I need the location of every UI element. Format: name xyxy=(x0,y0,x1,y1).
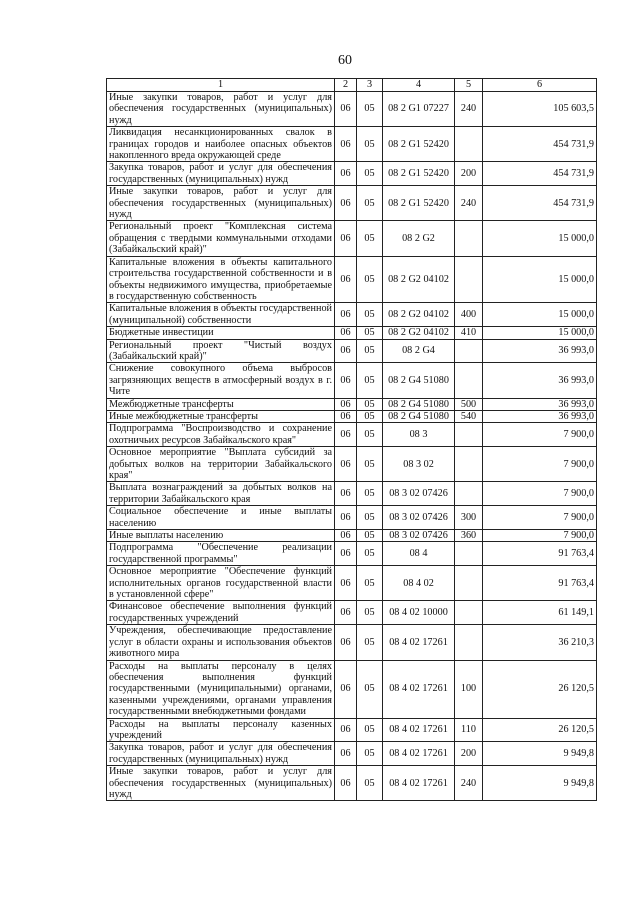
row-type-cell: 240 xyxy=(455,186,483,221)
row-type-cell: 540 xyxy=(455,410,483,422)
row-name-cell: Финансовое обеспечение выполнения функций государственных учреждений xyxy=(107,601,335,625)
row-c3-cell: 05 xyxy=(357,742,383,766)
row-code-cell: 08 2 G4 51080 xyxy=(383,398,455,410)
table-row xyxy=(107,566,597,601)
budget-table xyxy=(106,78,597,801)
row-code-cell: 08 2 G2 04102 xyxy=(383,327,455,339)
table-row xyxy=(107,303,597,327)
header-col-5: 5 xyxy=(455,79,483,92)
table-row xyxy=(107,127,597,162)
header-col-1: 1 xyxy=(107,79,335,92)
row-c3-cell: 05 xyxy=(357,256,383,303)
table-row xyxy=(107,186,597,221)
row-name-cell: Закупка товаров, работ и услуг для обеспечения государственных (муниципальных) нужд xyxy=(107,742,335,766)
row-type-cell xyxy=(455,542,483,566)
row-type-cell xyxy=(455,221,483,256)
table-header xyxy=(107,79,597,92)
table-row xyxy=(107,363,597,398)
row-amount-cell: 36 210,3 xyxy=(483,625,597,660)
row-c2-cell: 06 xyxy=(335,542,357,566)
row-name-cell: Социальное обеспечение и иные выплаты населению xyxy=(107,506,335,530)
row-code-cell: 08 2 G1 52420 xyxy=(383,162,455,186)
row-c2-cell: 06 xyxy=(335,221,357,256)
row-code-cell: 08 3 02 07426 xyxy=(383,530,455,542)
row-name-cell: Выплата вознаграждений за добытых волков на территории Забайкальского края xyxy=(107,482,335,506)
row-amount-cell: 36 993,0 xyxy=(483,339,597,363)
row-c3-cell: 05 xyxy=(357,327,383,339)
row-c3-cell: 05 xyxy=(357,92,383,127)
row-c3-cell: 05 xyxy=(357,363,383,398)
row-name-cell: Ликвидация несанкционированных свалок в границах городов и наиболее опасных объектов накопленного вреда окружающей среде xyxy=(107,127,335,162)
row-type-cell: 300 xyxy=(455,506,483,530)
table-row xyxy=(107,506,597,530)
row-amount-cell: 7 900,0 xyxy=(483,482,597,506)
row-type-cell xyxy=(455,363,483,398)
row-c3-cell: 05 xyxy=(357,566,383,601)
row-c2-cell: 06 xyxy=(335,186,357,221)
row-code-cell: 08 3 02 07426 xyxy=(383,506,455,530)
table-row xyxy=(107,256,597,303)
row-c3-cell: 05 xyxy=(357,482,383,506)
row-amount-cell: 454 731,9 xyxy=(483,162,597,186)
row-c2-cell: 06 xyxy=(335,256,357,303)
row-amount-cell: 26 120,5 xyxy=(483,718,597,742)
table-row xyxy=(107,92,597,127)
row-code-cell: 08 2 G1 52420 xyxy=(383,127,455,162)
row-code-cell: 08 2 G2 xyxy=(383,221,455,256)
row-c2-cell: 06 xyxy=(335,363,357,398)
row-c2-cell: 06 xyxy=(335,398,357,410)
row-code-cell: 08 2 G4 xyxy=(383,339,455,363)
row-c2-cell: 06 xyxy=(335,447,357,482)
row-c3-cell: 05 xyxy=(357,447,383,482)
table-row xyxy=(107,625,597,660)
row-code-cell: 08 4 xyxy=(383,542,455,566)
header-col-4: 4 xyxy=(383,79,455,92)
row-c3-cell: 05 xyxy=(357,162,383,186)
row-amount-cell: 91 763,4 xyxy=(483,566,597,601)
row-type-cell xyxy=(455,256,483,303)
row-c2-cell: 06 xyxy=(335,423,357,447)
row-code-cell: 08 3 xyxy=(383,423,455,447)
row-name-cell: Учреждения, обеспечивающие предоставление услуг в области охраны и использования объектов животного мира xyxy=(107,625,335,660)
row-name-cell: Межбюджетные трансферты xyxy=(107,398,335,410)
row-c3-cell: 05 xyxy=(357,398,383,410)
row-type-cell: 500 xyxy=(455,398,483,410)
row-type-cell: 400 xyxy=(455,303,483,327)
row-code-cell: 08 2 G1 52420 xyxy=(383,186,455,221)
row-code-cell: 08 4 02 xyxy=(383,566,455,601)
row-name-cell: Иные выплаты населению xyxy=(107,530,335,542)
row-c3-cell: 05 xyxy=(357,127,383,162)
table-row xyxy=(107,398,597,410)
row-type-cell xyxy=(455,566,483,601)
table-row xyxy=(107,742,597,766)
row-code-cell: 08 2 G1 07227 xyxy=(383,92,455,127)
row-c3-cell: 05 xyxy=(357,506,383,530)
header-row xyxy=(107,79,597,92)
row-code-cell: 08 2 G2 04102 xyxy=(383,256,455,303)
row-code-cell: 08 3 02 xyxy=(383,447,455,482)
row-c2-cell: 06 xyxy=(335,718,357,742)
row-code-cell: 08 2 G4 51080 xyxy=(383,410,455,422)
row-name-cell: Расходы на выплаты персоналу в целях обеспечения выполнения функций государственными (муниципальными) органами, казенными учреждениями, органами управления государственными внебюджетными фондами xyxy=(107,660,335,718)
row-type-cell xyxy=(455,625,483,660)
row-amount-cell: 7 900,0 xyxy=(483,447,597,482)
row-type-cell xyxy=(455,423,483,447)
row-type-cell xyxy=(455,447,483,482)
row-amount-cell: 15 000,0 xyxy=(483,327,597,339)
row-type-cell xyxy=(455,601,483,625)
row-name-cell: Региональный проект "Комплексная система обращения с твердыми коммунальными отходами (Забайкальский край)" xyxy=(107,221,335,256)
row-c3-cell: 05 xyxy=(357,339,383,363)
header-col-3: 3 xyxy=(357,79,383,92)
row-amount-cell: 9 949,8 xyxy=(483,766,597,801)
row-name-cell: Подпрограмма "Обеспечение реализации государственной программы" xyxy=(107,542,335,566)
row-type-cell: 240 xyxy=(455,766,483,801)
row-code-cell: 08 4 02 17261 xyxy=(383,742,455,766)
row-amount-cell: 7 900,0 xyxy=(483,423,597,447)
row-type-cell: 240 xyxy=(455,92,483,127)
row-c2-cell: 06 xyxy=(335,601,357,625)
row-type-cell xyxy=(455,482,483,506)
row-c3-cell: 05 xyxy=(357,660,383,718)
row-name-cell: Расходы на выплаты персоналу казенных учреждений xyxy=(107,718,335,742)
table-row xyxy=(107,327,597,339)
row-c3-cell: 05 xyxy=(357,601,383,625)
row-code-cell: 08 4 02 17261 xyxy=(383,625,455,660)
row-c3-cell: 05 xyxy=(357,542,383,566)
table-row xyxy=(107,660,597,718)
row-c2-cell: 06 xyxy=(335,766,357,801)
row-c3-cell: 05 xyxy=(357,186,383,221)
table-row xyxy=(107,339,597,363)
row-name-cell: Региональный проект "Чистый воздух (Забайкальский край)" xyxy=(107,339,335,363)
row-name-cell: Иные закупки товаров, работ и услуг для обеспечения государственных (муниципальных) нужд xyxy=(107,92,335,127)
row-name-cell: Снижение совокупного объема выбросов загрязняющих веществ в атмосферный воздух в г. Чите xyxy=(107,363,335,398)
row-c3-cell: 05 xyxy=(357,303,383,327)
row-name-cell: Иные межбюджетные трансферты xyxy=(107,410,335,422)
row-type-cell: 100 xyxy=(455,660,483,718)
row-c2-cell: 06 xyxy=(335,303,357,327)
row-c3-cell: 05 xyxy=(357,423,383,447)
table-row xyxy=(107,162,597,186)
row-amount-cell: 36 993,0 xyxy=(483,410,597,422)
row-c2-cell: 06 xyxy=(335,327,357,339)
row-name-cell: Капитальные вложения в объекты государственной (муниципальной) собственности xyxy=(107,303,335,327)
row-amount-cell: 454 731,9 xyxy=(483,127,597,162)
row-name-cell: Основное мероприятие "Обеспечение функций исполнительных органов государственной власти в установленной сфере" xyxy=(107,566,335,601)
table-body xyxy=(107,92,597,801)
row-amount-cell: 61 149,1 xyxy=(483,601,597,625)
row-c2-cell: 06 xyxy=(335,162,357,186)
row-c2-cell: 06 xyxy=(335,625,357,660)
row-code-cell: 08 4 02 17261 xyxy=(383,718,455,742)
row-amount-cell: 454 731,9 xyxy=(483,186,597,221)
row-c3-cell: 05 xyxy=(357,766,383,801)
row-c2-cell: 06 xyxy=(335,566,357,601)
row-name-cell: Основное мероприятие "Выплата субсидий за добытых волков на территории Забайкальского края" xyxy=(107,447,335,482)
row-c3-cell: 05 xyxy=(357,530,383,542)
row-c3-cell: 05 xyxy=(357,718,383,742)
row-name-cell: Бюджетные инвестиции xyxy=(107,327,335,339)
table-row xyxy=(107,221,597,256)
row-type-cell: 200 xyxy=(455,162,483,186)
row-amount-cell: 36 993,0 xyxy=(483,363,597,398)
row-c2-cell: 06 xyxy=(335,410,357,422)
row-amount-cell: 7 900,0 xyxy=(483,530,597,542)
row-c3-cell: 05 xyxy=(357,221,383,256)
row-c2-cell: 06 xyxy=(335,127,357,162)
row-c2-cell: 06 xyxy=(335,339,357,363)
row-type-cell xyxy=(455,127,483,162)
row-amount-cell: 15 000,0 xyxy=(483,303,597,327)
row-name-cell: Иные закупки товаров, работ и услуг для обеспечения государственных (муниципальных) нужд xyxy=(107,186,335,221)
row-name-cell: Подпрограмма "Воспроизводство и сохранение охотничьих ресурсов Забайкальского края" xyxy=(107,423,335,447)
row-c2-cell: 06 xyxy=(335,506,357,530)
row-type-cell: 200 xyxy=(455,742,483,766)
row-amount-cell: 91 763,4 xyxy=(483,542,597,566)
row-type-cell: 410 xyxy=(455,327,483,339)
row-amount-cell: 7 900,0 xyxy=(483,506,597,530)
row-c3-cell: 05 xyxy=(357,625,383,660)
row-c2-cell: 06 xyxy=(335,742,357,766)
row-amount-cell: 15 000,0 xyxy=(483,221,597,256)
row-c2-cell: 06 xyxy=(335,530,357,542)
row-code-cell: 08 2 G2 04102 xyxy=(383,303,455,327)
table-row xyxy=(107,718,597,742)
row-c2-cell: 06 xyxy=(335,92,357,127)
row-amount-cell: 9 949,8 xyxy=(483,742,597,766)
row-code-cell: 08 2 G4 51080 xyxy=(383,363,455,398)
table-row xyxy=(107,601,597,625)
row-code-cell: 08 4 02 10000 xyxy=(383,601,455,625)
table-row xyxy=(107,542,597,566)
row-amount-cell: 105 603,5 xyxy=(483,92,597,127)
row-code-cell: 08 4 02 17261 xyxy=(383,766,455,801)
table-row xyxy=(107,766,597,801)
row-code-cell: 08 4 02 17261 xyxy=(383,660,455,718)
row-type-cell: 360 xyxy=(455,530,483,542)
table-row xyxy=(107,482,597,506)
row-name-cell: Закупка товаров, работ и услуг для обеспечения государственных (муниципальных) нужд xyxy=(107,162,335,186)
row-amount-cell: 26 120,5 xyxy=(483,660,597,718)
row-c2-cell: 06 xyxy=(335,482,357,506)
header-col-2: 2 xyxy=(335,79,357,92)
row-amount-cell: 15 000,0 xyxy=(483,256,597,303)
header-col-6: 6 xyxy=(483,79,597,92)
row-name-cell: Капитальные вложения в объекты капитального строительства государственной собственности и в объекты недвижимого имущества, приобретаемые в государственную собственность xyxy=(107,256,335,303)
row-amount-cell: 36 993,0 xyxy=(483,398,597,410)
page-number: 60 xyxy=(338,53,352,68)
row-name-cell: Иные закупки товаров, работ и услуг для обеспечения государственных (муниципальных) нужд xyxy=(107,766,335,801)
row-c3-cell: 05 xyxy=(357,410,383,422)
row-type-cell: 110 xyxy=(455,718,483,742)
row-type-cell xyxy=(455,339,483,363)
table-row xyxy=(107,410,597,422)
table-row xyxy=(107,423,597,447)
row-c2-cell: 06 xyxy=(335,660,357,718)
table-row xyxy=(107,447,597,482)
row-code-cell: 08 3 02 07426 xyxy=(383,482,455,506)
table-row xyxy=(107,530,597,542)
